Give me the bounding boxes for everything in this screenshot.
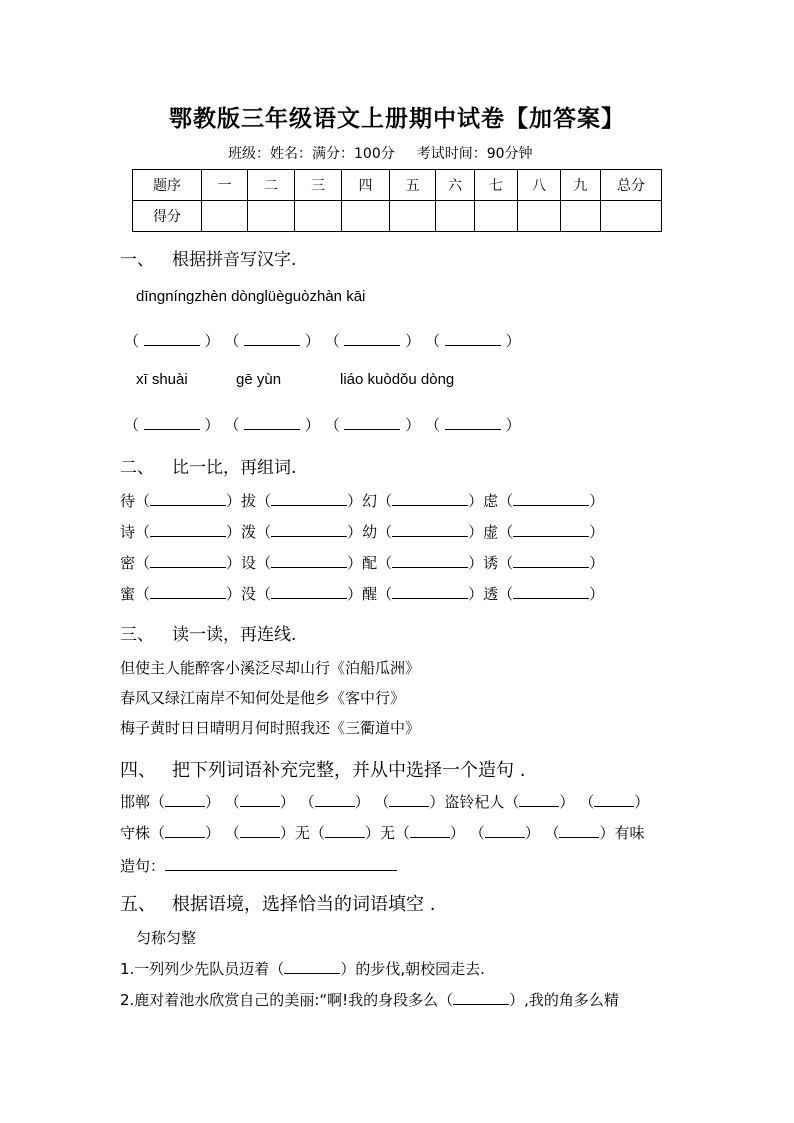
answer-blank[interactable] — [315, 792, 355, 807]
char: 配 — [362, 554, 378, 572]
section-number: 五、 — [120, 894, 156, 915]
sentence-label: 造句： — [120, 857, 166, 875]
score-cell[interactable] — [436, 201, 475, 232]
char: 拔 — [241, 492, 257, 510]
answer-blank[interactable] — [240, 792, 280, 807]
idiom-fragment: 无 — [379, 824, 395, 842]
score-header-cell: 五 — [390, 170, 436, 201]
question-text: 2.鹿对着池水欣赏自己的美丽:“啊!我的身段多么（ — [120, 991, 454, 1009]
section-1-heading — [120, 245, 296, 270]
score-cell[interactable] — [202, 201, 248, 232]
answer-blank[interactable] — [150, 584, 226, 599]
compare-row: 蜜（ ）没（ ）醒（ ）透（ ） — [120, 585, 605, 603]
answer-blank[interactable] — [325, 823, 365, 838]
answer-blank[interactable] — [344, 331, 400, 346]
compare-row: 密（ ）设（ ）配（ ）诱（ ） — [120, 554, 605, 572]
exam-time-label: 考试时间：90分钟 — [416, 146, 533, 162]
section-5-heading — [120, 890, 435, 916]
idiom-fragment: 守株 — [120, 824, 151, 842]
idiom-row-2: 守株（ ） （ ）无（ ）无（ ） （ ） （ ）有味 — [120, 824, 645, 842]
section-number: 三、 — [120, 625, 154, 645]
compare-row: 诗（ ）泼（ ）幼（ ）虚（ ） — [120, 523, 605, 541]
char: 幼 — [362, 523, 378, 541]
answer-blank[interactable] — [244, 415, 300, 430]
answer-blank[interactable] — [244, 331, 300, 346]
answer-blank[interactable] — [271, 522, 347, 537]
idiom-row-1: 邯郸（ ） （ ） （ ） （ ）盗铃杞人（ ） （ ） — [120, 793, 650, 811]
answer-blank[interactable] — [165, 792, 205, 807]
score-cell[interactable] — [295, 201, 342, 232]
answer-blank[interactable] — [453, 990, 509, 1005]
score-table-header-row — [133, 170, 662, 201]
score-cell[interactable] — [390, 201, 436, 232]
idiom-fragment: 盗铃杞人 — [444, 793, 505, 811]
answer-blank[interactable] — [284, 959, 340, 974]
score-header-cell: 八 — [518, 170, 561, 201]
section-2-heading — [120, 453, 296, 478]
score-table — [132, 169, 662, 232]
answer-blank[interactable] — [144, 415, 200, 430]
section-number: 四、 — [120, 760, 156, 781]
pinyin-word: liáo kuòdǒu dòng — [340, 371, 455, 388]
answer-blank[interactable] — [344, 415, 400, 430]
idiom-fragment: 无 — [294, 824, 310, 842]
answer-blank[interactable] — [240, 823, 280, 838]
compare-row: 待（ ）拔（ ）幻（ ）虑（ ） — [120, 492, 605, 510]
char: 设 — [241, 554, 257, 572]
section-3-heading — [120, 620, 296, 645]
answer-blank[interactable] — [271, 584, 347, 599]
score-cell[interactable] — [561, 201, 601, 232]
sentence-row — [120, 855, 397, 876]
score-header-cell: 一 — [202, 170, 248, 201]
char: 幻 — [362, 492, 378, 510]
answer-blank[interactable] — [445, 415, 501, 430]
char: 蜜 — [120, 585, 136, 603]
score-cell[interactable] — [518, 201, 561, 232]
char: 泼 — [241, 523, 257, 541]
question-text: ）,我的角多么精 — [509, 991, 619, 1009]
section-title: 比一比，再组词. — [172, 458, 297, 478]
section-number: 二、 — [120, 458, 154, 478]
question-text: 1.一列列少先队员迈着（ — [120, 960, 285, 978]
blank-row-1: （ ） （ ） （ ） （ ） — [124, 332, 521, 350]
answer-blank[interactable] — [389, 792, 429, 807]
char: 诱 — [483, 554, 499, 572]
answer-blank[interactable] — [150, 491, 226, 506]
score-header-cell: 四 — [342, 170, 390, 201]
answer-blank[interactable] — [144, 331, 200, 346]
score-header-cell: 总分 — [601, 170, 662, 201]
answer-blank[interactable] — [519, 792, 559, 807]
score-row-label: 得分 — [133, 201, 202, 232]
pinyin-row-1: dīngníngzhèn dònglüèguòzhàn kāi — [136, 288, 366, 305]
section-number: 一、 — [120, 250, 154, 270]
char: 没 — [241, 585, 257, 603]
word-options: 匀称匀整 — [136, 929, 197, 947]
score-cell[interactable] — [475, 201, 518, 232]
question-1 — [120, 958, 485, 979]
section-title: 根据拼音写汉字. — [172, 250, 297, 270]
score-table-score-row — [133, 201, 662, 232]
pinyin-word: gē yùn — [236, 371, 282, 388]
score-header-cell: 七 — [475, 170, 518, 201]
poem-line: 但使主人能醉客小溪泛尽却山行《泊船瓜洲》 — [120, 659, 421, 677]
score-header-cell: 六 — [436, 170, 475, 201]
score-header-cell: 二 — [248, 170, 295, 201]
idiom-fragment: 邯郸 — [120, 793, 151, 811]
answer-blank[interactable] — [392, 584, 468, 599]
score-header-cell: 三 — [295, 170, 342, 201]
answer-blank[interactable] — [392, 522, 468, 537]
section-title: 根据语境，选择恰当的词语填空 . — [172, 894, 436, 915]
answer-blank[interactable] — [594, 792, 634, 807]
answer-blank[interactable] — [485, 823, 525, 838]
char: 诗 — [120, 523, 136, 541]
char: 虑 — [483, 492, 499, 510]
char: 虚 — [483, 523, 499, 541]
answer-blank[interactable] — [513, 553, 589, 568]
answer-blank[interactable] — [392, 553, 468, 568]
answer-blank[interactable] — [559, 823, 599, 838]
answer-blank[interactable] — [513, 522, 589, 537]
section-title: 把下列词语补充完整，并从中选择一个造句 . — [172, 760, 526, 781]
answer-blank[interactable] — [513, 491, 589, 506]
answer-blank[interactable] — [445, 331, 501, 346]
answer-blank[interactable] — [150, 522, 226, 537]
answer-blank[interactable] — [513, 584, 589, 599]
score-header-cell: 题序 — [133, 170, 202, 201]
question-2 — [120, 989, 619, 1010]
score-cell[interactable] — [601, 201, 662, 232]
answer-blank[interactable] — [165, 823, 205, 838]
answer-blank[interactable] — [271, 553, 347, 568]
answer-blank[interactable] — [392, 491, 468, 506]
score-cell[interactable] — [248, 201, 295, 232]
answer-blank[interactable] — [410, 823, 450, 838]
page-title: 鄂教版三年级语文上册期中试卷【加答案】 — [169, 105, 625, 132]
idiom-fragment: 有味 — [614, 824, 645, 842]
score-cell[interactable] — [342, 201, 390, 232]
pinyin-word: xī shuài — [136, 371, 188, 388]
sentence-input[interactable] — [165, 856, 397, 871]
answer-blank[interactable] — [150, 553, 226, 568]
class-name-label: 班级：姓名：满分：100分 — [228, 146, 395, 162]
char: 密 — [120, 554, 136, 572]
char: 透 — [483, 585, 499, 603]
exam-meta — [228, 143, 533, 163]
answer-blank[interactable] — [271, 491, 347, 506]
char: 待 — [120, 492, 136, 510]
question-text: ）的步伐,朝校园走去. — [340, 960, 485, 978]
poem-line: 春风又绿江南岸不知何处是他乡《客中行》 — [120, 689, 406, 707]
section-title: 读一读，再连线. — [172, 625, 297, 645]
score-header-cell: 九 — [561, 170, 601, 201]
char: 醒 — [362, 585, 378, 603]
section-4-heading — [120, 756, 525, 782]
blank-row-2: （ ） （ ） （ ） （ ） — [124, 416, 521, 434]
poem-line: 梅子黄时日日晴明月何时照我还《三衢道中》 — [120, 719, 421, 737]
